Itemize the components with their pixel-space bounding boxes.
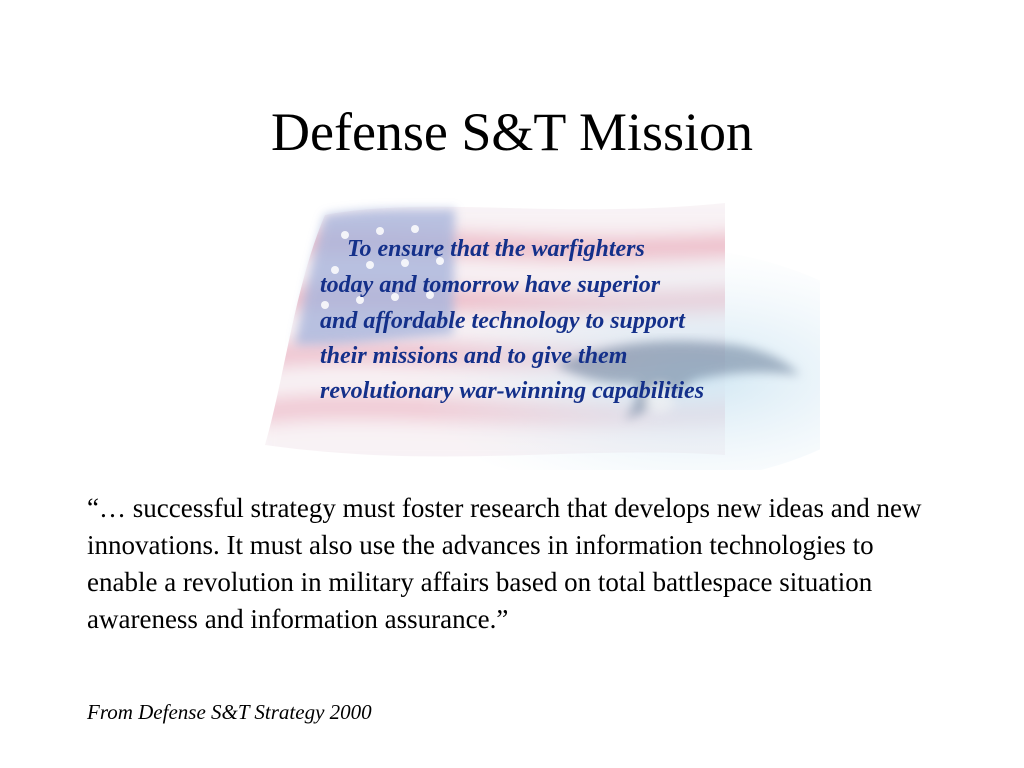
mission-banner bbox=[255, 195, 820, 470]
quote-source: From Defense S&T Strategy 2000 bbox=[87, 700, 372, 724]
mission-line: To ensure that the warfighters bbox=[347, 236, 645, 262]
mission-line: their missions and to give them bbox=[320, 343, 628, 369]
slide-title: Defense S&T Mission bbox=[271, 102, 753, 162]
mission-statement bbox=[255, 195, 820, 470]
mission-line: revolutionary war-winning capabilities bbox=[320, 378, 705, 404]
mission-line: and affordable technology to support bbox=[320, 308, 685, 334]
mission-line: today and tomorrow have superior bbox=[320, 272, 661, 298]
strategy-quote: “… successful strategy must foster research that develops new ideas and new innovations. It must also use the advances in information technologies to enable a revolution in military affairs based on total battlespace situation awareness and information assurance.” bbox=[87, 493, 922, 634]
